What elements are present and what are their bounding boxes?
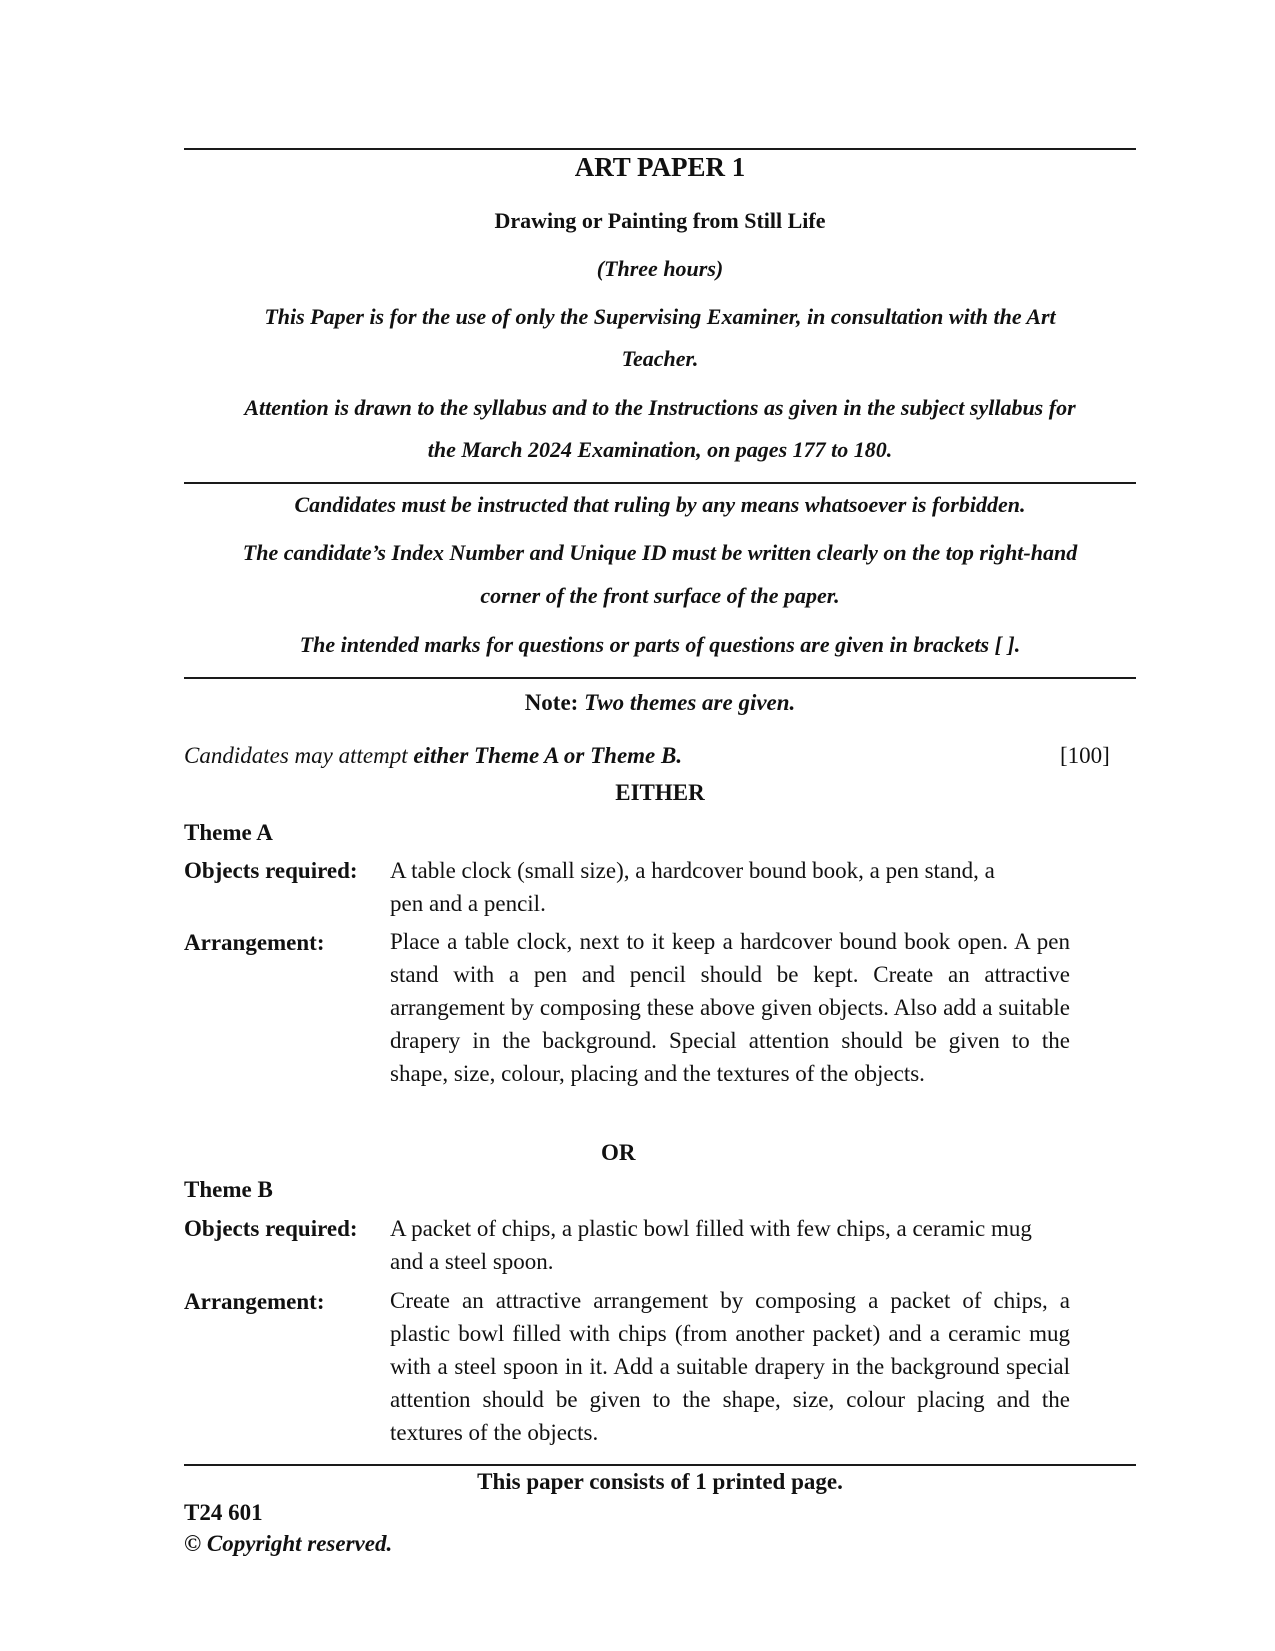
instructions-bottom-rule — [184, 677, 1136, 679]
theme-b-arrangement-text: Create an attractive arrangement by composing a packet of chips, a plastic bowl filled with chips (from another packet) and a ceramic mug with a steel spoon in it. Add a suitable drapery in the background special attention should be given to the shape, size, colour placing and the textures of the objects. — [390, 1288, 1070, 1445]
printed-pages-note: This paper consists of 1 printed page. — [477, 1469, 843, 1494]
header-top-rule — [184, 148, 1136, 150]
theme-a-objects-line-2: pen and a pencil. — [390, 891, 546, 916]
attempt-choice: either Theme A or Theme B. — [413, 743, 683, 768]
total-marks: [100] — [1060, 743, 1110, 768]
theme-a-heading: Theme A — [184, 820, 273, 845]
attempt-line — [184, 743, 682, 769]
theme-b-arrangement-label: Arrangement: — [184, 1289, 325, 1314]
theme-b-objects-line-1: A packet of chips, a plastic bowl filled with few chips, a ceramic mug — [390, 1216, 1032, 1241]
paper-subtitle: Drawing or Painting from Still Life — [494, 208, 826, 233]
note-label: Note: — [524, 690, 579, 715]
either-heading: EITHER — [615, 780, 705, 805]
attempt-prefix: Candidates may attempt — [184, 743, 408, 768]
index-instruction-line-2: corner of the front surface of the paper. — [480, 583, 840, 608]
attention-note-line-2: the March 2024 Examination, on pages 177 to 180. — [427, 437, 893, 462]
theme-a-arrangement-text: Place a table clock, next to it keep a hardcover bound book open. A pen stand with a pen and pencil should be kept. Create an attractive arrangement by composing these above given objects. Also add a suitable drapery in the background. Special attention should be given to the shape, size, colour, placing and the textures of the objects. — [390, 929, 1070, 1086]
paper-duration: (Three hours) — [596, 256, 724, 281]
exam-paper-page — [184, 0, 1136, 1651]
attention-note-line-1: Attention is drawn to the syllabus and to the Instructions as given in the subject syllabus for — [244, 395, 1076, 420]
marks-instruction: The intended marks for questions or parts of questions are given in brackets [ ]. — [299, 632, 1021, 657]
index-instruction-line-1: The candidate’s Index Number and Unique ID must be written clearly on the top right-hand — [242, 540, 1078, 565]
note-line — [184, 690, 1136, 716]
theme-a-arrangement-label: Arrangement: — [184, 930, 325, 955]
ruling-instruction: Candidates must be instructed that ruling by any means whatsoever is forbidden. — [294, 492, 1026, 517]
theme-b-objects-line-2: and a steel spoon. — [390, 1249, 554, 1274]
paper-title: ART PAPER 1 — [574, 152, 746, 182]
or-heading: OR — [601, 1140, 636, 1165]
instructions-top-rule — [184, 482, 1136, 484]
usage-note-line-2: Teacher. — [621, 346, 699, 371]
footer-rule — [184, 1464, 1136, 1466]
paper-code: T24 601 — [184, 1500, 263, 1525]
note-text: Two themes are given. — [584, 690, 796, 715]
copyright-notice: © Copyright reserved. — [184, 1531, 393, 1556]
theme-b-objects-label: Objects required: — [184, 1216, 358, 1241]
theme-b-heading: Theme B — [184, 1177, 273, 1202]
usage-note-line-1: This Paper is for the use of only the Supervising Examiner, in consultation with the Art — [264, 304, 1056, 329]
theme-a-objects-line-1: A table clock (small size), a hardcover bound book, a pen stand, a — [390, 858, 995, 883]
theme-a-objects-label: Objects required: — [184, 858, 358, 883]
